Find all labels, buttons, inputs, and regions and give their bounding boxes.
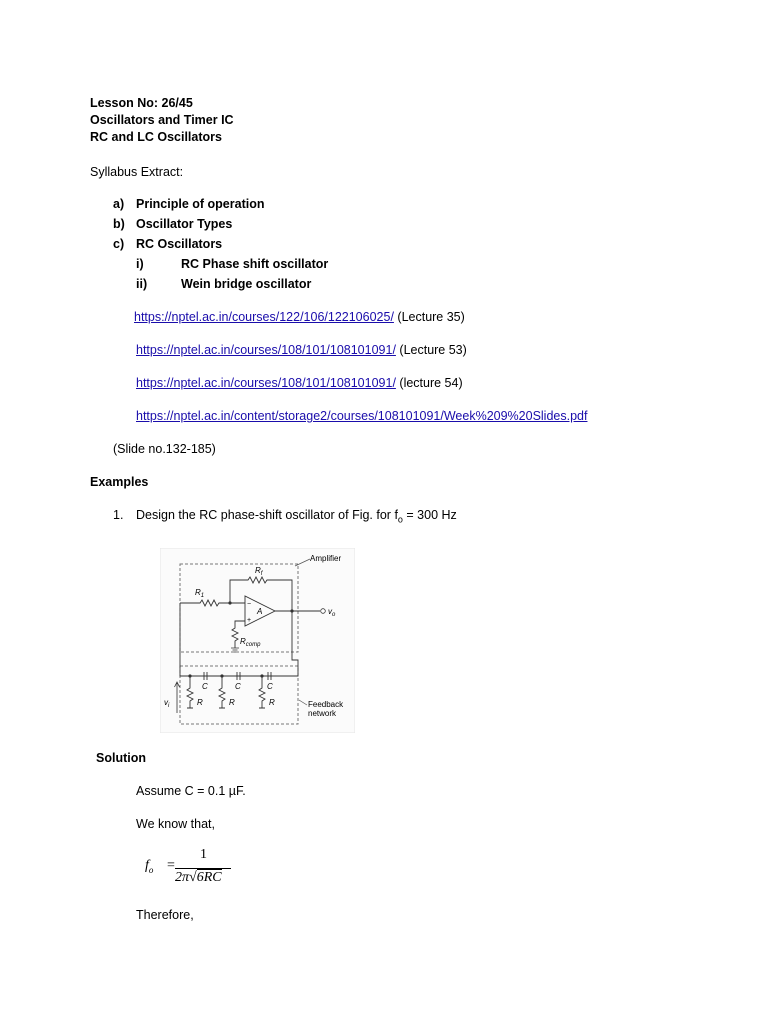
output-terminal — [321, 609, 326, 614]
subitem-phase-shift: RC Phase shift oscillator — [181, 257, 329, 271]
syllabus-marker-b: b) — [113, 217, 125, 231]
formula-equals: = — [167, 858, 175, 873]
reference-1 — [134, 309, 465, 325]
example-text-main: Design the RC phase-shift oscillator of Fig. for f — [136, 508, 398, 522]
formula-lhs: $f_o$ — [145, 858, 154, 875]
subitem-marker-i: i) — [136, 257, 144, 271]
reference-link[interactable]: https://nptel.ac.in/courses/108/101/108101091/ — [136, 376, 396, 390]
capacitor-label-2: C — [235, 682, 241, 691]
example-text — [136, 507, 457, 528]
topic-title: Oscillators and Timer IC — [90, 113, 234, 127]
capacitor-label-3: C — [267, 682, 273, 691]
examples-heading: Examples — [90, 475, 149, 489]
lesson-number: Lesson No: 26/45 — [90, 96, 193, 110]
reference-note: (Lecture 53) — [399, 343, 467, 357]
subitem-marker-ii: ii) — [136, 277, 148, 291]
reference-link[interactable]: https://nptel.ac.in/courses/108/101/108101091/ — [136, 343, 396, 357]
resistor-label-3: R — [269, 698, 275, 707]
subitem-wein-bridge: Wein bridge oscillator — [181, 277, 312, 291]
syllabus-item-types: Oscillator Types — [136, 217, 233, 231]
noninverting-sign: + — [247, 617, 252, 624]
therefore-text: Therefore, — [136, 908, 194, 922]
feedback-label-1: Feedback — [308, 700, 344, 709]
ladder-node-1 — [188, 674, 191, 677]
amplifier-label: Amplifier — [310, 554, 342, 563]
capacitor-label-1: C — [202, 682, 208, 691]
reference-4 — [136, 408, 587, 424]
reference-3 — [136, 375, 463, 391]
r1-label: $R_1$ — [195, 588, 205, 599]
rcomp-label: $R_{comp}$ — [240, 637, 261, 648]
resistor-label-1: R — [197, 698, 203, 707]
rf-label: $R_f$ — [255, 566, 263, 577]
formula-denominator: 2π√6RC — [175, 870, 222, 885]
solution-heading: Solution — [96, 751, 146, 765]
syllabus-heading: Syllabus Extract: — [90, 165, 184, 179]
slide-note: (Slide no.132-185) — [113, 442, 216, 456]
reference-note: (lecture 54) — [399, 376, 463, 390]
formula-numerator: 1 — [200, 847, 207, 862]
rc-phase-shift-circuit — [160, 548, 355, 733]
ladder-node-3 — [260, 674, 263, 677]
syllabus-item-principle: Principle of operation — [136, 197, 265, 211]
vi-label: $v_i$ — [164, 698, 170, 709]
resistor-label-2: R — [229, 698, 235, 707]
example-text-sub: o — [397, 514, 403, 525]
syllabus-item-rc: RC Oscillators — [136, 237, 223, 251]
vo-label: $v_o$ — [328, 607, 336, 618]
reference-2 — [136, 342, 467, 358]
syllabus-marker-a: a) — [113, 197, 125, 211]
we-know-text: We know that, — [136, 817, 215, 831]
reference-note: (Lecture 35) — [397, 310, 465, 324]
op-amp-label: A — [257, 607, 263, 616]
feedback-label-2: network — [308, 709, 337, 718]
assumption-text: Assume C = 0.1 µF. — [136, 784, 246, 798]
example-text-tail: = 300 Hz — [402, 508, 457, 522]
ladder-node-2 — [220, 674, 223, 677]
junction-dot — [228, 601, 231, 604]
inverting-sign: − — [247, 601, 252, 608]
syllabus-marker-c: c) — [113, 237, 125, 251]
reference-link[interactable]: https://nptel.ac.in/courses/122/106/122106025/ — [134, 310, 394, 324]
subtopic-title: RC and LC Oscillators — [90, 130, 222, 144]
reference-link[interactable]: https://nptel.ac.in/content/storage2/courses/108101091/Week%209%20Slides.pdf — [136, 409, 588, 423]
example-number: 1. — [113, 508, 124, 522]
